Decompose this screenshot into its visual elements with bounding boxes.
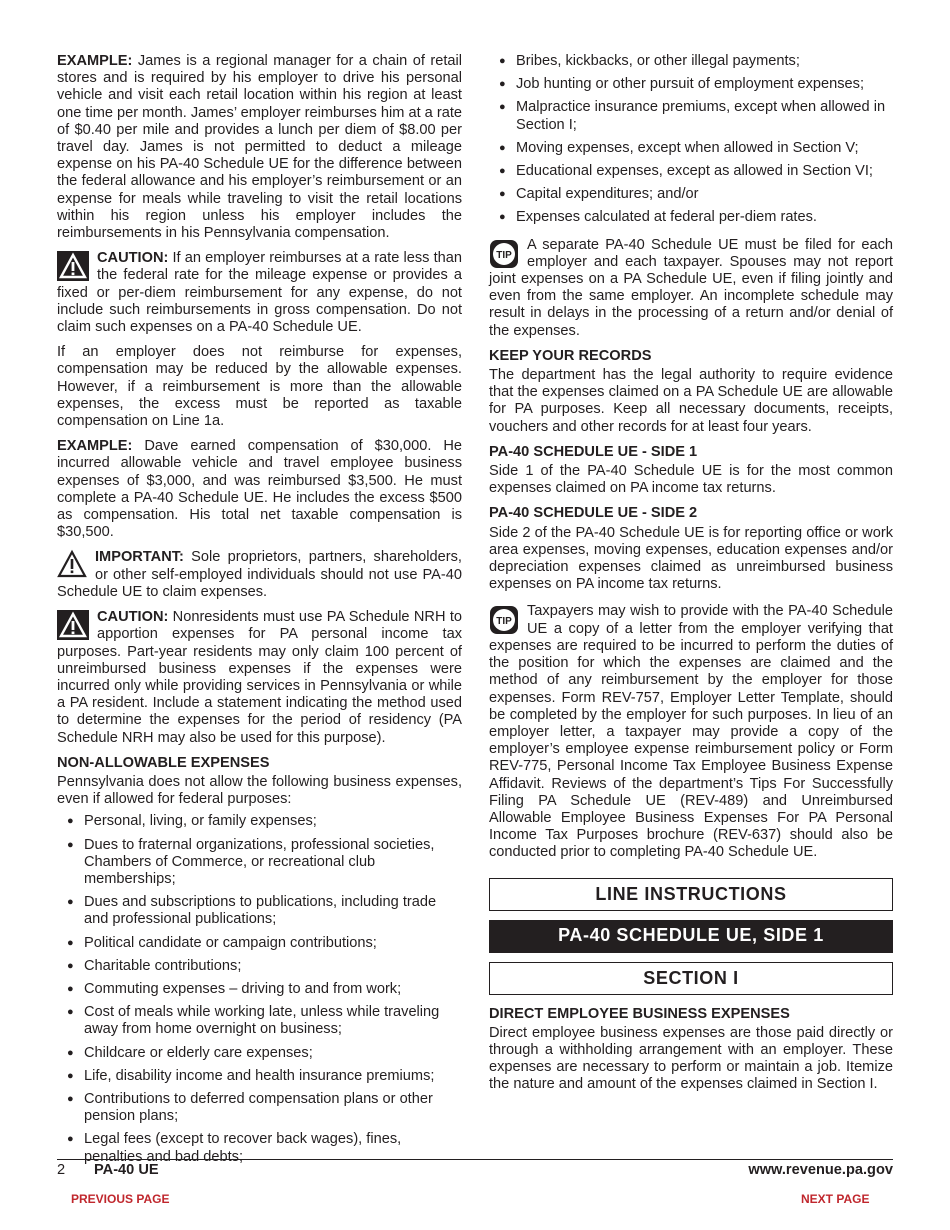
line-instructions-header: LINE INSTRUCTIONS [489, 878, 893, 911]
list-item: ● Personal, living, or family expenses; [57, 813, 462, 830]
tip-text: A separate PA-40 Schedule UE must be filed for each employer and each taxpayer. Spouses may not report joint expenses on a PA Schedule UE, even if filing jointly and even from the same employer. An incomplete schedule may result in delays in the processing of a return and/or denial of the expenses. [489, 236, 893, 339]
caution-reimbursement [57, 250, 462, 336]
reimbursement-paragraph: If an employer does not reimburse for expenses, compensation may be reduced by the allowable expenses. However, if a reimbursement is more than the allowable expenses, the excess must be reported as taxable compensation on Line 1a. [57, 344, 462, 430]
caution-icon [57, 610, 89, 640]
list-item: ● Moving expenses, except when allowed in Section V; [489, 140, 893, 157]
list-item: ● Job hunting or other pursuit of employment expenses; [489, 76, 893, 93]
nonallowable-heading: NON-ALLOWABLE EXPENSES [57, 754, 270, 771]
list-item: ● Malpractice insurance premiums, except when allowed in Section I; [489, 99, 893, 133]
list-item: ● Dues to fraternal organizations, professional societies, Chambers of Commerce, or recreational club memberships; [57, 837, 462, 889]
list-item: ● Political candidate or campaign contributions; [57, 935, 462, 952]
important-label: IMPORTANT: [95, 549, 184, 566]
list-item: ● Legal fees (except to recover back wages), fines, penalties and bad debts; [57, 1131, 462, 1165]
nonallowable-list [57, 813, 462, 1165]
warning-icon [57, 549, 87, 579]
nonallowable-list-continued [489, 53, 893, 227]
caution-icon [57, 251, 89, 281]
tip-text: Taxpayers may wish to provide with the PA-40 Schedule UE a copy of a letter from the employer verifying that expenses are required to be incurred to perform the duties of the position for which the expenses are claimed and the method of any reimbursement by the employer for those expenses. Form REV-757, Employer Letter Template, should be completed by the employer for such purposes. In lieu of an employer letter, a taxpayer may provide a copy of the employer’s employee expense reimbursement policy or Form REV-775, Personal Income Tax Employee Business Expense Affidavit. Reviews of the department’s Tips For Successfully Filing PA Schedule UE (REV-489) and Unreimbursed Allowable Employee Business Expenses For PA Personal Income Tax Purposes brochure (REV-637) should also be conducted prior to completing PA-40 Schedule UE. [489, 603, 893, 861]
tip-separate-schedule [489, 237, 893, 340]
schedule-side1-header: PA-40 SCHEDULE UE, SIDE 1 [489, 920, 893, 953]
tip-icon [489, 605, 519, 635]
direct-expenses-text: Direct employee business expenses are those paid directly or through a withholding arrangement with an employer. These expenses are necessary to perform or maintain a job. Itemize the nature and amount of the expenses claimed in Section I. [489, 1024, 893, 1093]
list-item: ● Dues and subscriptions to publications, including trade and professional publications; [57, 894, 462, 928]
example-text: James is a regional manager for a chain of retail stores and is required by his employer to drive his personal vehicle and visit each retail location within his region at least one time per month. James’ employer reimburses him at a rate of $0.40 per mile and provides a lunch per diem of $8.00 per travel day. James is not permitted to deduct a mileage expense on his PA-40 Schedule UE for the difference between the federal allowance and his employer’s reimbursement or an expense for meals while traveling to visit the retail locations within his region unless his employer includes the reimbursements in his Pennsylvania compensation. [57, 53, 463, 242]
example-label: EXAMPLE: [57, 438, 133, 455]
example-dave [57, 438, 462, 541]
tip-employer-letter [489, 603, 893, 861]
list-item: ● Expenses calculated at federal per-diem rates. [489, 209, 893, 226]
side1-heading: PA-40 SCHEDULE UE - SIDE 1 [489, 443, 698, 460]
list-item: ● Educational expenses, except as allowed in Section VI; [489, 163, 893, 180]
caution-text: If an employer reimburses at a rate less than the federal rate for the mileage expense or provides a fixed or per-diem reimbursement for any expense, do not include such reimbursements in gross compensation. Do not claim such expenses on a PA-40 Schedule UE. [57, 250, 462, 336]
list-item: ● Bribes, kickbacks, or other illegal payments; [489, 53, 893, 70]
caution-label: CAUTION: [97, 250, 169, 267]
list-item: ● Charitable contributions; [57, 958, 462, 975]
list-item: ● Commuting expenses – driving to and from work; [57, 981, 462, 998]
side1-text: Side 1 of the PA-40 Schedule UE is for the most common expenses claimed on PA income tax returns. [489, 463, 893, 497]
caution-nonresidents [57, 609, 462, 747]
left-column [57, 53, 462, 1172]
side2-heading: PA-40 SCHEDULE UE - SIDE 2 [489, 505, 698, 522]
previous-page-link[interactable]: PREVIOUS PAGE [71, 1192, 170, 1206]
example-text: Dave earned compensation of $30,000. He incurred allowable vehicle and travel employee business expenses of $3,000, and was reimbursed $3,500. He must complete a PA-40 Schedule UE. He includes the excess $500 as compensation. His total net taxable compensation is $30,500. [57, 438, 462, 541]
list-item: ● Childcare or elderly care expenses; [57, 1045, 462, 1062]
next-page-link[interactable]: NEXT PAGE [801, 1192, 870, 1206]
website-link[interactable]: www.revenue.pa.gov [748, 1162, 893, 1178]
important-text: Sole proprietors, partners, shareholders, or other self-employed individuals should not use PA-40 Schedule UE to claim expenses. [57, 549, 462, 600]
section1-header: SECTION I [489, 962, 893, 995]
tip-icon [489, 239, 519, 269]
side2-text: Side 2 of the PA-40 Schedule UE is for reporting office or work area expenses, moving expenses, education expenses and/or depreciation expenses claimed as unreimbursed business expenses on PA income tax returns. [489, 524, 893, 593]
page-number: 2 [57, 1162, 66, 1178]
list-item: ● Cost of meals while working late, unless while traveling away from home overnight on business; [57, 1004, 462, 1038]
list-item: ● Contributions to deferred compensation plans or other pension plans; [57, 1091, 462, 1125]
list-item: ● Capital expenditures; and/or [489, 186, 893, 203]
keep-records-text: The department has the legal authority to require evidence that the expenses claimed on a PA Schedule UE are allowable for PA purposes. Keep all necessary documents, receipts, vouchers and other records for at least four years. [489, 367, 893, 435]
tip-icon-label: TIP [496, 249, 512, 261]
direct-expenses-heading: DIRECT EMPLOYEE BUSINESS EXPENSES [489, 1005, 790, 1022]
example-label: EXAMPLE: [57, 53, 133, 69]
page-footer [57, 1162, 893, 1180]
keep-records-heading: KEEP YOUR RECORDS [489, 347, 652, 364]
right-column [489, 53, 893, 1094]
caution-label: CAUTION: [97, 609, 169, 626]
footer-divider [57, 1159, 893, 1160]
list-item: ● Life, disability income and health insurance premiums; [57, 1068, 462, 1085]
important-note [57, 549, 462, 601]
tip-icon-label: TIP [496, 616, 512, 628]
form-id: PA-40 UE [94, 1162, 159, 1178]
nonallowable-intro: Pennsylvania does not allow the following business expenses, even if allowed for federal purposes: [57, 773, 462, 808]
caution-text: Nonresidents must use PA Schedule NRH to apportion expenses for PA personal income tax purposes. Part-year residents may only claim 100 percent of unreimbursed business expenses if the expenses were incurred only while providing services in Pennsylvania or while a PA resident. Include a statement indicating the method used to determine the expenses for the period of residency (PA Schedule NRH may also be used for this purpose). [57, 609, 462, 746]
example-james [57, 53, 462, 242]
